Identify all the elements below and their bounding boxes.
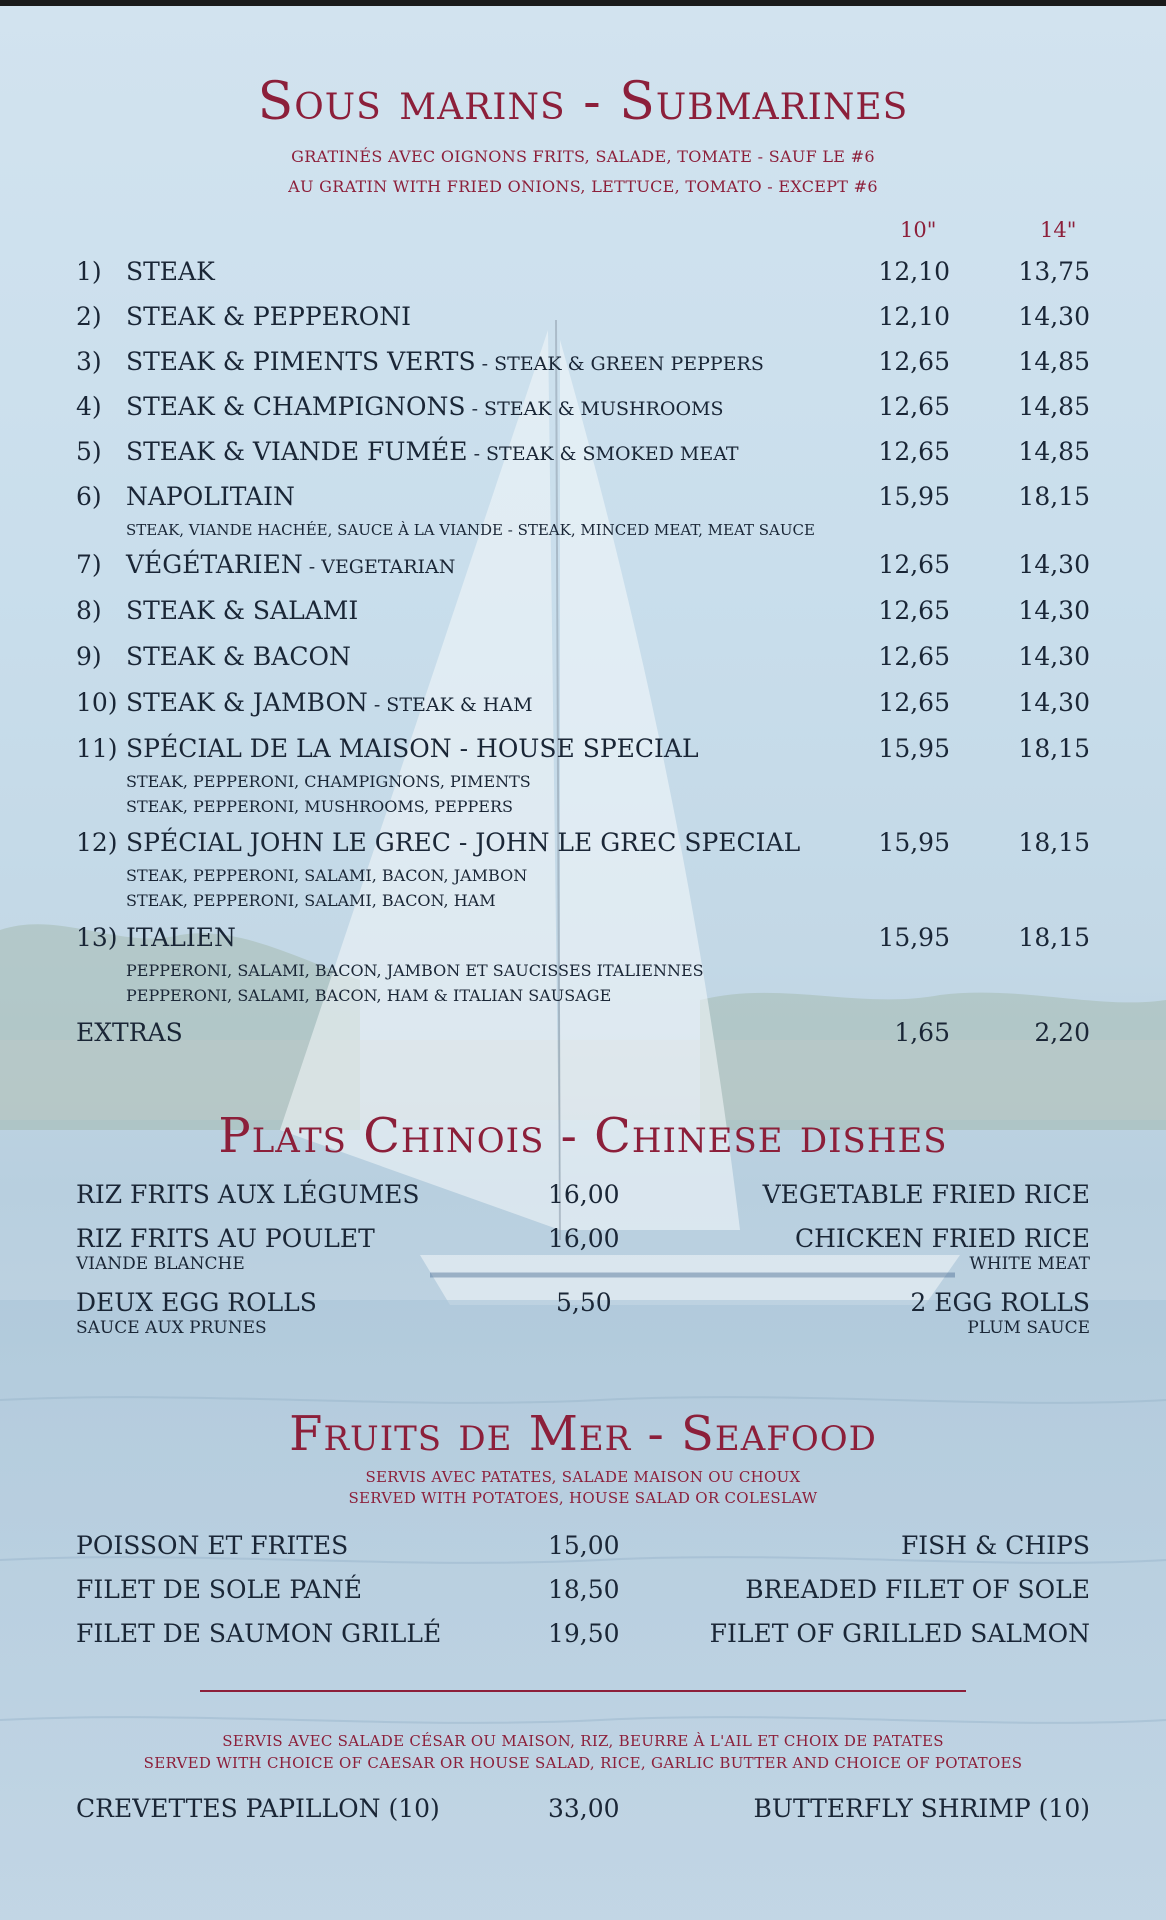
item-name: STEAK bbox=[126, 257, 215, 286]
dish-name-en: VEGETABLE FRIED RICE bbox=[762, 1180, 1090, 1209]
price-14: 14,85 bbox=[1018, 392, 1090, 421]
submarine-item-9 bbox=[76, 642, 1090, 682]
size-10-inch-header: 10" bbox=[900, 218, 937, 242]
dish-name-fr: RIZ FRITS AU POULET bbox=[76, 1224, 375, 1253]
seafood-subtitle-fr: SERVIS AVEC PATATES, SALADE MAISON OU CHOUX bbox=[365, 1468, 801, 1486]
item-12-description-fr: STEAK, PEPPERONI, SALAMI, BACON, JAMBON bbox=[126, 866, 528, 885]
item-number: 3) bbox=[76, 347, 102, 376]
dish-price: 19,50 bbox=[548, 1619, 620, 1648]
dish-note-en: WHITE MEAT bbox=[969, 1254, 1090, 1274]
price-14: 13,75 bbox=[1018, 257, 1090, 286]
item-11-description-fr: STEAK, PEPPERONI, CHAMPIGNONS, PIMENTS bbox=[126, 772, 531, 791]
price-14: 14,85 bbox=[1018, 437, 1090, 466]
submarine-item-11 bbox=[76, 734, 1090, 774]
dish-note-fr: SAUCE AUX PRUNES bbox=[76, 1318, 267, 1338]
seafood-item-1 bbox=[76, 1531, 1090, 1571]
item-name: STEAK & PIMENTS VERTS bbox=[126, 347, 476, 376]
item-number: 13) bbox=[76, 923, 118, 952]
dish-price: 16,00 bbox=[548, 1180, 620, 1209]
item-name-english: - STEAK & MUSHROOMS bbox=[465, 398, 724, 420]
chinese-item-1 bbox=[76, 1180, 1090, 1220]
price-10: 15,95 bbox=[878, 482, 950, 511]
item-name: STEAK & VIANDE FUMÉE bbox=[126, 437, 468, 466]
submarines-subtitle-en: AU GRATIN WITH FRIED ONIONS, LETTUCE, TOMATO - EXCEPT #6 bbox=[288, 177, 878, 196]
submarine-extras bbox=[76, 1018, 1090, 1058]
price-14: 18,15 bbox=[1018, 923, 1090, 952]
price-14: 18,15 bbox=[1018, 482, 1090, 511]
price-10: 15,95 bbox=[878, 923, 950, 952]
dish-price: 16,00 bbox=[548, 1224, 620, 1253]
section-divider bbox=[200, 1690, 966, 1692]
item-number: 11) bbox=[76, 734, 118, 763]
dish-name-fr: RIZ FRITS AUX LÉGUMES bbox=[76, 1180, 420, 1209]
item-number: 8) bbox=[76, 596, 102, 625]
dish-name-en: BREADED FILET OF SOLE bbox=[745, 1575, 1090, 1604]
seafood-shrimp bbox=[76, 1794, 1090, 1834]
dish-name-en: 2 EGG ROLLS bbox=[910, 1288, 1090, 1317]
price-14: 14,30 bbox=[1018, 642, 1090, 671]
extras-price-10: 1,65 bbox=[894, 1018, 950, 1047]
dish-price: 33,00 bbox=[548, 1794, 620, 1823]
price-14: 14,85 bbox=[1018, 347, 1090, 376]
submarine-item-6 bbox=[76, 482, 1090, 522]
dish-name-fr: FILET DE SOLE PANÉ bbox=[76, 1575, 363, 1604]
dish-price: 18,50 bbox=[548, 1575, 620, 1604]
price-14: 14,30 bbox=[1018, 550, 1090, 579]
submarine-item-10 bbox=[76, 688, 1090, 728]
item-name: STEAK & PEPPERONI bbox=[126, 302, 411, 331]
submarine-item-8 bbox=[76, 596, 1090, 636]
chinese-item-2-notes bbox=[76, 1254, 1090, 1278]
dish-name-en: FISH & CHIPS bbox=[900, 1531, 1090, 1560]
dish-price: 15,00 bbox=[548, 1531, 620, 1560]
item-name: SPÉCIAL DE LA MAISON - HOUSE SPECIAL bbox=[126, 734, 699, 763]
item-name: VÉGÉTARIEN bbox=[126, 550, 303, 579]
dish-name-fr: POISSON ET FRITES bbox=[76, 1531, 349, 1560]
item-number: 5) bbox=[76, 437, 102, 466]
item-name-english: - STEAK & GREEN PEPPERS bbox=[475, 353, 764, 375]
price-14: 14,30 bbox=[1018, 596, 1090, 625]
chinese-item-3-notes bbox=[76, 1318, 1090, 1342]
price-14: 18,15 bbox=[1018, 734, 1090, 763]
submarines-title: Sous marins - Submarines bbox=[257, 72, 909, 132]
item-number: 7) bbox=[76, 550, 102, 579]
dish-name-fr: FILET DE SAUMON GRILLÉ bbox=[76, 1619, 442, 1648]
seafood-item-2 bbox=[76, 1575, 1090, 1615]
submarine-item-5 bbox=[76, 437, 1090, 477]
price-10: 12,65 bbox=[878, 437, 950, 466]
item-name-english: - VEGETARIAN bbox=[302, 556, 456, 578]
dish-name-fr: CREVETTES PAPILLON (10) bbox=[76, 1794, 440, 1823]
dish-note-en: PLUM SAUCE bbox=[967, 1318, 1090, 1338]
seafood-subtitle-en: SERVED WITH POTATOES, HOUSE SALAD OR COLESLAW bbox=[348, 1489, 818, 1507]
item-name: ITALIEN bbox=[126, 923, 236, 952]
extras-label: EXTRAS bbox=[76, 1018, 183, 1047]
item-number: 9) bbox=[76, 642, 102, 671]
dish-name-en: FILET OF GRILLED SALMON bbox=[709, 1619, 1090, 1648]
seafood-title: Fruits de Mer - Seafood bbox=[289, 1406, 877, 1462]
price-14: 14,30 bbox=[1018, 688, 1090, 717]
submarine-item-4 bbox=[76, 392, 1090, 432]
dish-name-en: BUTTERFLY SHRIMP (10) bbox=[753, 1794, 1090, 1823]
submarine-item-1 bbox=[76, 257, 1090, 297]
item-13-description-en: PEPPERONI, SALAMI, BACON, HAM & ITALIAN SAUSAGE bbox=[126, 986, 612, 1005]
submarines-subtitle-fr: GRATINÉS AVEC OIGNONS FRITS, SALADE, TOMATE - SAUF LE #6 bbox=[291, 147, 875, 166]
dish-name-en: CHICKEN FRIED RICE bbox=[794, 1224, 1090, 1253]
item-name: STEAK & CHAMPIGNONS bbox=[126, 392, 466, 421]
dish-note-fr: VIANDE BLANCHE bbox=[76, 1254, 245, 1274]
item-11-description-en: STEAK, PEPPERONI, MUSHROOMS, PEPPERS bbox=[126, 797, 513, 816]
price-10: 12,10 bbox=[878, 257, 950, 286]
submarine-item-7 bbox=[76, 550, 1090, 590]
shrimp-note-fr: SERVIS AVEC SALADE CÉSAR OU MAISON, RIZ, BEURRE À L'AIL ET CHOIX DE PATATES bbox=[222, 1732, 944, 1750]
size-14-inch-header: 14" bbox=[1040, 218, 1077, 242]
item-6-description: STEAK, VIANDE HACHÉE, SAUCE À LA VIANDE - STEAK, MINCED MEAT, MEAT SAUCE bbox=[126, 521, 815, 539]
dish-name-fr: DEUX EGG ROLLS bbox=[76, 1288, 317, 1317]
item-number: 6) bbox=[76, 482, 102, 511]
submarine-item-13 bbox=[76, 923, 1090, 963]
item-name-english: - STEAK & SMOKED MEAT bbox=[467, 443, 739, 465]
item-name: STEAK & JAMBON bbox=[126, 688, 368, 717]
item-12-description-en: STEAK, PEPPERONI, SALAMI, BACON, HAM bbox=[126, 891, 496, 910]
price-10: 12,65 bbox=[878, 392, 950, 421]
price-10: 12,65 bbox=[878, 688, 950, 717]
item-name-english: - STEAK & HAM bbox=[367, 694, 533, 716]
dish-price: 5,50 bbox=[556, 1288, 612, 1317]
submarine-item-3 bbox=[76, 347, 1090, 387]
chinese-title: Plats Chinois - Chinese dishes bbox=[218, 1108, 948, 1164]
seafood-item-3 bbox=[76, 1619, 1090, 1659]
item-number: 4) bbox=[76, 392, 102, 421]
item-name: STEAK & SALAMI bbox=[126, 596, 359, 625]
price-10: 12,65 bbox=[878, 596, 950, 625]
price-10: 12,65 bbox=[878, 550, 950, 579]
item-number: 1) bbox=[76, 257, 102, 286]
item-number: 2) bbox=[76, 302, 102, 331]
extras-price-14: 2,20 bbox=[1034, 1018, 1090, 1047]
submarine-item-2 bbox=[76, 302, 1090, 342]
shrimp-note-en: SERVED WITH CHOICE OF CAESAR OR HOUSE SALAD, RICE, GARLIC BUTTER AND CHOICE OF POTATOES bbox=[143, 1754, 1023, 1772]
item-number: 12) bbox=[76, 828, 118, 857]
price-10: 12,65 bbox=[878, 347, 950, 376]
submarine-item-12 bbox=[76, 828, 1090, 868]
price-10: 12,65 bbox=[878, 642, 950, 671]
item-13-description-fr: PEPPERONI, SALAMI, BACON, JAMBON ET SAUCISSES ITALIENNES bbox=[126, 961, 704, 980]
price-14: 14,30 bbox=[1018, 302, 1090, 331]
price-14: 18,15 bbox=[1018, 828, 1090, 857]
item-number: 10) bbox=[76, 688, 118, 717]
item-name: NAPOLITAIN bbox=[126, 482, 295, 511]
item-name: STEAK & BACON bbox=[126, 642, 351, 671]
price-10: 12,10 bbox=[878, 302, 950, 331]
price-10: 15,95 bbox=[878, 828, 950, 857]
price-10: 15,95 bbox=[878, 734, 950, 763]
item-name: SPÉCIAL JOHN LE GREC - JOHN LE GREC SPECIAL bbox=[126, 828, 801, 857]
